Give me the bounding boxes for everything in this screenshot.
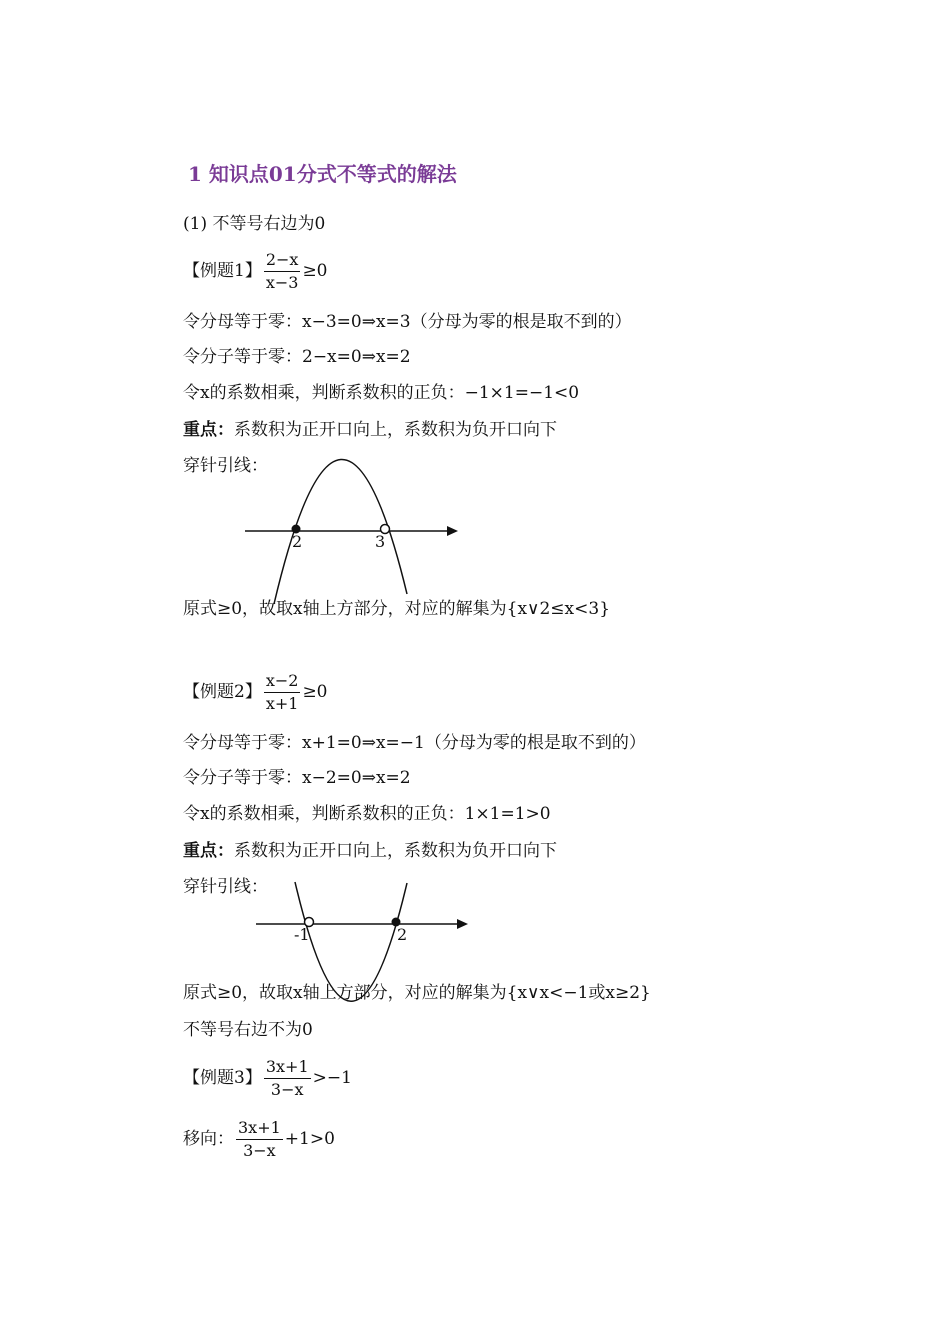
- example-1-root-right: 3: [375, 532, 386, 551]
- example-3-move-denominator: 3−x: [243, 1141, 276, 1160]
- example-1-root-left: 2: [292, 532, 303, 551]
- example-1-conclusion: 原式≥0，故取x轴上方部分，对应的解集为{x∨2≤x<3}: [183, 599, 611, 619]
- example-2-step-denominator: 令分母等于零：x+1=0⇒x=−1（分母为零的根是取不到的）: [183, 733, 646, 753]
- example-2-step-coeff: 令x的系数相乘，判断系数积的正负：1×1=1>0: [183, 804, 551, 824]
- example-2-conclusion: 原式≥0，故取x轴上方部分，对应的解集为{x∨x<−1或x≥2}: [183, 983, 651, 1003]
- example-1-denominator: x−3: [265, 273, 299, 292]
- example-2-step-numerator: 令分子等于零：x−2=0⇒x=2: [183, 768, 411, 788]
- example-1-numerator: 2−x: [264, 250, 301, 272]
- example-3-move-label: 移向：: [183, 1129, 234, 1149]
- example-3-move-step: [183, 1118, 335, 1161]
- example-1-step-denominator: 令分母等于零：x−3=0⇒x=3（分母为零的根是取不到的）: [183, 312, 632, 332]
- example-1-step-numerator: 令分子等于零：2−x=0⇒x=2: [183, 347, 411, 367]
- example-2-numerator: x−2: [264, 671, 301, 693]
- example-2-thread-label: 穿针引线：: [183, 877, 268, 897]
- example-2-label: 【例题2】: [183, 682, 262, 702]
- example-1-key-label: 重点：: [183, 420, 234, 440]
- example-2-axis-arrow-icon: [457, 919, 468, 929]
- example-3-move-rhs: +1>0: [284, 1129, 335, 1149]
- section-title: 1 知识点01分式不等式的解法: [188, 162, 457, 186]
- example-3-denominator: 3−x: [270, 1080, 304, 1099]
- example-1-thread-label: 穿针引线：: [183, 456, 268, 476]
- case-1-label: (1) 不等号右边为0: [183, 214, 326, 234]
- example-3-label: 【例题3】: [183, 1068, 262, 1088]
- example-2-rhs: ≥0: [302, 682, 328, 702]
- example-3-rhs: >−1: [312, 1068, 352, 1088]
- example-2-root-left: -1: [294, 925, 310, 944]
- example-1-rhs: ≥0: [302, 261, 328, 281]
- example-2-root-right: 2: [397, 925, 408, 944]
- example-3-move-numerator: 3x+1: [236, 1118, 283, 1140]
- example-1-step-coeff: 令x的系数相乘，判断系数积的正负：−1×1=−1<0: [183, 383, 580, 403]
- example-1-label: 【例题1】: [183, 261, 262, 281]
- example-3-statement: [183, 1057, 352, 1100]
- example-3-move-fraction: [236, 1118, 283, 1161]
- example-3-numerator: 3x+1: [264, 1057, 311, 1079]
- example-1-key-text: 系数积为正开口向上，系数积为负开口向下: [234, 420, 557, 440]
- case-2-label: 不等号右边不为0: [183, 1020, 313, 1040]
- example-2-denominator: x+1: [265, 694, 299, 713]
- example-3-fraction: [264, 1057, 311, 1100]
- example-2-key-label: 重点：: [183, 841, 234, 861]
- example-2-key-text: 系数积为正开口向上，系数积为负开口向下: [234, 841, 557, 861]
